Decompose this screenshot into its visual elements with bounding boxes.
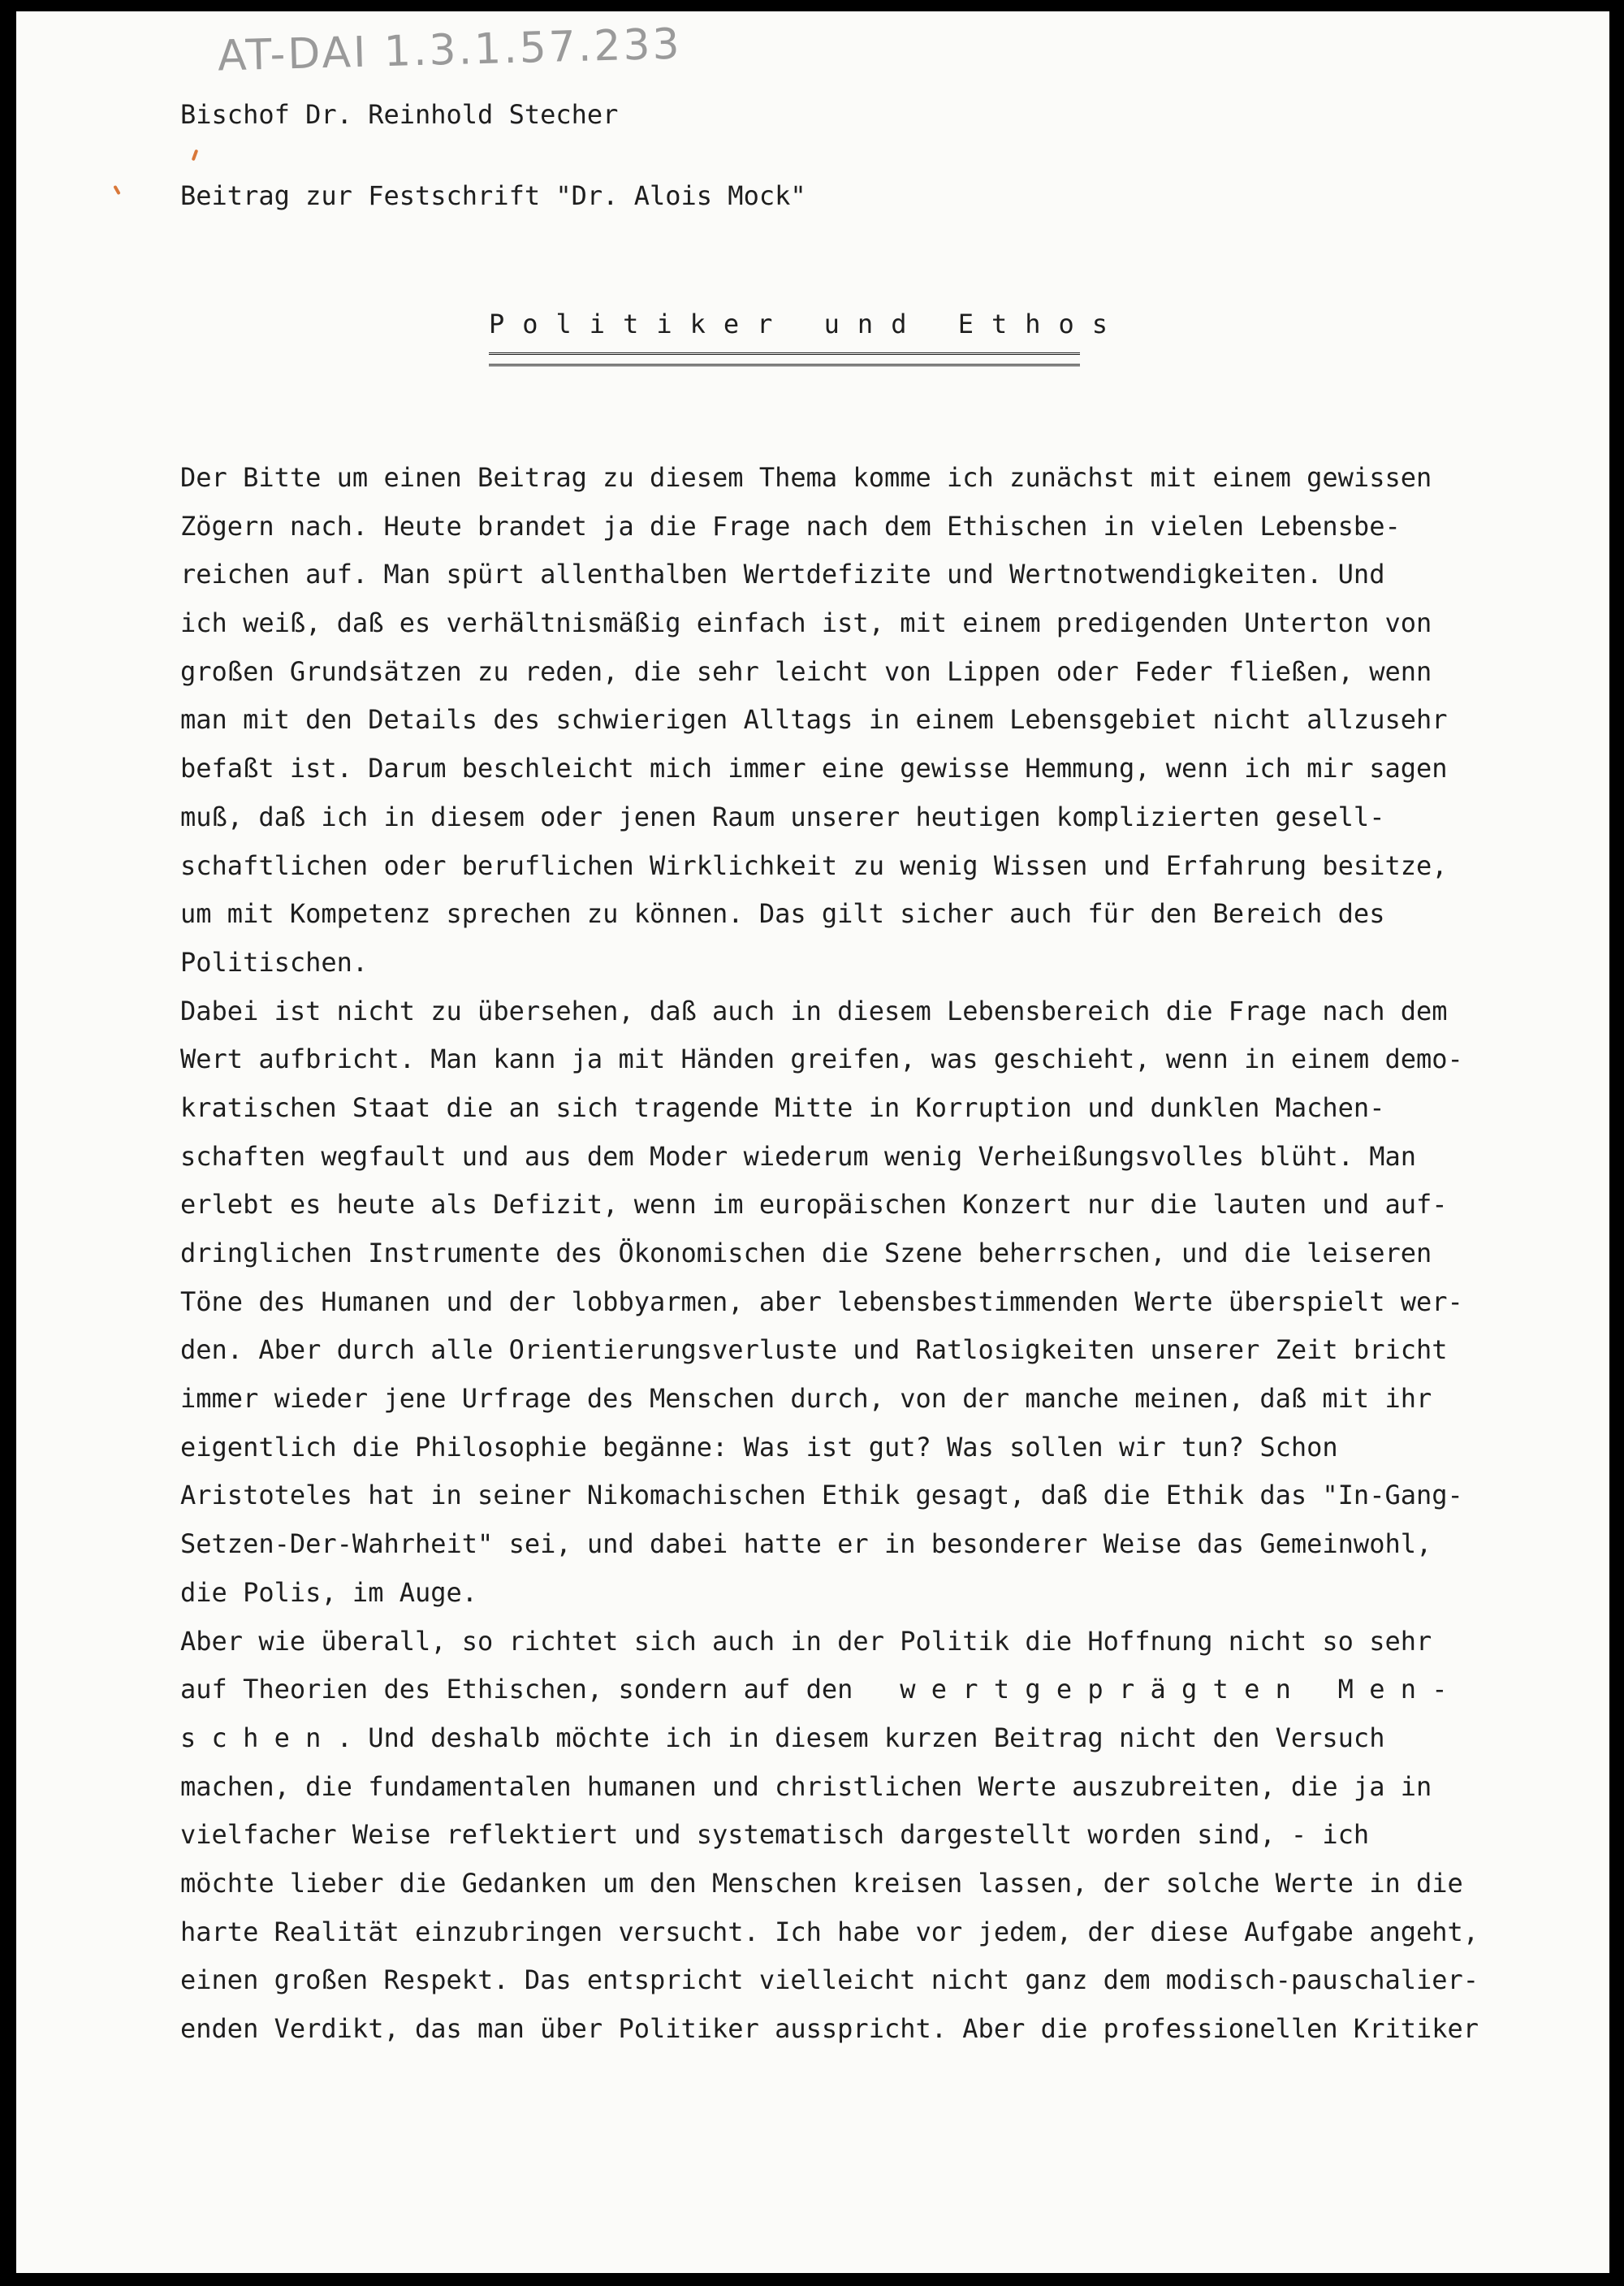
text-line: schaften wegfault und aus dem Moder wiederum wenig Verheißungsvolles blüht. Man bbox=[180, 1140, 1416, 1172]
text-line: man mit den Details des schwierigen Alltags in einem Lebensgebiet nicht allzusehr bbox=[180, 704, 1448, 736]
text-line: Aristoteles hat in seiner Nikomachischen Ethik gesagt, daß die Ethik das "In-Gang- bbox=[180, 1480, 1463, 1511]
text-line: befaßt ist. Darum beschleicht mich immer eine gewisse Hemmung, wenn ich mir sagen bbox=[180, 753, 1448, 784]
text-line: Töne des Humanen und der lobbyarmen, aber lebensbestimmenden Werte überspielt wer- bbox=[180, 1286, 1463, 1317]
contribution-line: Beitrag zur Festschrift "Dr. Alois Mock" bbox=[180, 180, 806, 211]
text-line: den. Aber durch alle Orientierungsverluste und Ratlosigkeiten unserer Zeit bricht bbox=[180, 1334, 1448, 1366]
text-line: erlebt es heute als Defizit, wenn im europäischen Konzert nur die lauten und auf- bbox=[180, 1189, 1448, 1221]
text-line: Dabei ist nicht zu übersehen, daß auch in diesem Lebensbereich die Frage nach dem bbox=[180, 995, 1448, 1026]
text-line: vielfacher Weise reflektiert und systematisch dargestellt worden sind, - ich bbox=[180, 1819, 1370, 1851]
text-line: möchte lieber die Gedanken um den Menschen kreisen lassen, der solche Werte in die bbox=[180, 1867, 1463, 1899]
text-line: großen Grundsätzen zu reden, die sehr leicht von Lippen oder Feder fließen, wenn bbox=[180, 655, 1432, 687]
text-line: machen, die fundamentalen humanen und christlichen Werte auszubreiten, die ja in bbox=[180, 1770, 1432, 1802]
text-line: ich weiß, daß es verhältnismäßig einfach ist, mit einem predigenden Unterton von bbox=[180, 607, 1432, 639]
text-line: enden Verdikt, das man über Politiker ausspricht. Aber die professionellen Kritiker bbox=[180, 2013, 1479, 2044]
document-page bbox=[16, 11, 1609, 2273]
title-underline bbox=[489, 352, 1080, 366]
text-line: Setzen-Der-Wahrheit" sei, und dabei hatte er in besonderer Weise das Gemeinwohl, bbox=[180, 1528, 1432, 1560]
text-line: um mit Kompetenz sprechen zu können. Das gilt sicher auch für den Bereich des bbox=[180, 898, 1385, 930]
text-line: kratischen Staat die an sich tragende Mitte in Korruption und dunklen Machen- bbox=[180, 1091, 1385, 1123]
document-title: Politiker und Ethos bbox=[489, 309, 1126, 339]
text-line: schaftlichen oder beruflichen Wirklichkeit zu wenig Wissen und Erfahrung besitze, bbox=[180, 849, 1448, 881]
text-line: dringlichen Instrumente des Ökonomischen die Szene beherrschen, und die leiseren bbox=[180, 1238, 1432, 1268]
author-line: Bischof Dr. Reinhold Stecher bbox=[180, 99, 619, 130]
orange-pencil-mark bbox=[192, 149, 199, 162]
text-line: Zögern nach. Heute brandet ja die Frage nach dem Ethischen in vielen Lebensbe- bbox=[180, 510, 1401, 542]
orange-pencil-mark bbox=[113, 185, 120, 195]
text-line: die Polis, im Auge. bbox=[180, 1576, 478, 1608]
text-line: auf Theorien des Ethischen, sondern auf den w e r t g e p r ä g t e n M e n - bbox=[180, 1674, 1448, 1705]
text-line: Der Bitte um einen Beitrag zu diesem Thema komme ich zunächst mit einem gewissen bbox=[180, 462, 1432, 493]
text-line: Politischen. bbox=[180, 946, 369, 978]
text-line: einen großen Respekt. Das entspricht vielleicht nicht ganz dem modisch-pauschalier- bbox=[180, 1964, 1479, 1996]
text-line: harte Realität einzubringen versucht. Ich habe vor jedem, der diese Aufgabe angeht, bbox=[180, 1916, 1479, 1947]
body-text bbox=[180, 454, 1609, 2054]
text-line: Wert aufbricht. Man kann ja mit Händen greifen, was geschieht, wenn in einem demo- bbox=[180, 1044, 1463, 1075]
text-line: reichen auf. Man spürt allenthalben Wertdefizite und Wertnotwendigkeiten. Und bbox=[180, 559, 1385, 590]
text-line: s c h e n . Und deshalb möchte ich in diesem kurzen Beitrag nicht den Versuch bbox=[180, 1722, 1385, 1753]
archive-reference-handwritten: AT-DAI 1.3.1.57.233 bbox=[217, 19, 683, 81]
text-line: Aber wie überall, so richtet sich auch in der Politik die Hoffnung nicht so sehr bbox=[180, 1625, 1432, 1657]
text-line: immer wieder jene Urfrage des Menschen durch, von der manche meinen, daß mit ihr bbox=[180, 1383, 1432, 1415]
text-line: muß, daß ich in diesem oder jenen Raum unserer heutigen komplizierten gesell- bbox=[180, 801, 1385, 832]
text-line: eigentlich die Philosophie begänne: Was ist gut? Was sollen wir tun? Schon bbox=[180, 1431, 1338, 1463]
